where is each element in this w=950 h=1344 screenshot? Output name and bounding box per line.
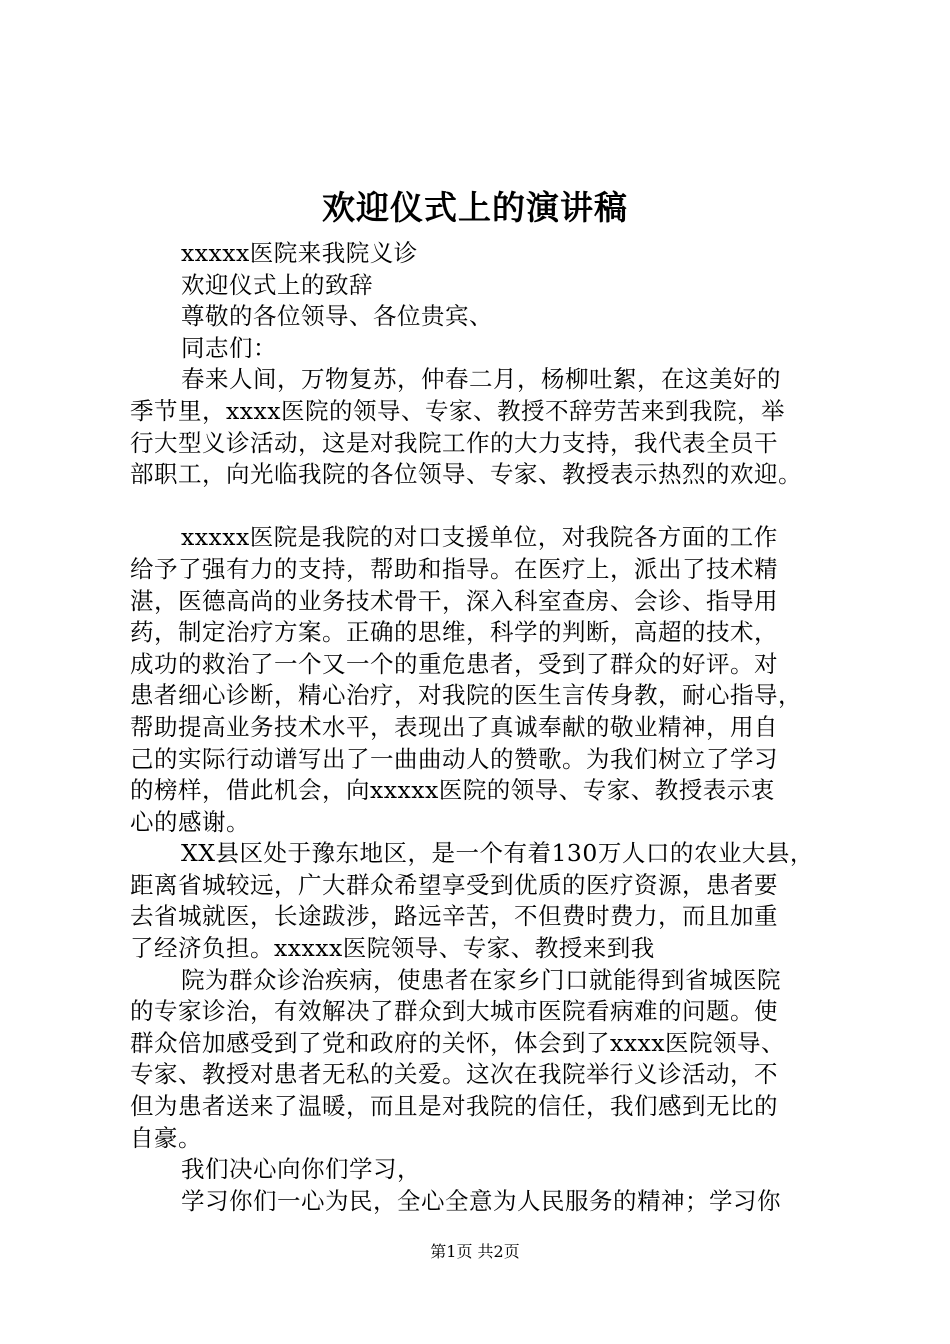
page-footer: 第1页 共2页 xyxy=(430,1242,520,1261)
body-line: 专家、教授对患者无私的关爱。这次在我院举行义诊活动，不 xyxy=(130,1060,778,1089)
body-line: 去省城就医，长途跋涉，路远辛苦，不但费时费力，而且加重 xyxy=(130,902,778,931)
document-body xyxy=(130,238,840,1217)
body-line: 的专家诊治，有效解决了群众到大城市医院看病难的问题。使 xyxy=(130,997,778,1026)
document-title: 欢迎仪式上的演讲稿 xyxy=(322,188,628,227)
body-line: 季节里，xxxx医院的领导、专家、教授不辞劳苦来到我院，举 xyxy=(130,396,786,425)
body-line: 帮助提高业务技术水平，表现出了真诚奉献的敬业精神，用自 xyxy=(130,712,778,741)
body-line: 湛，医德高尚的业务技术骨干，深入科室查房、会诊、指导用 xyxy=(130,586,778,615)
body-line: 但为患者送来了温暖，而且是对我院的信任，我们感到无比的 xyxy=(130,1092,778,1121)
body-line: 春来人间，万物复苏，仲春二月，杨柳吐絮，在这美好的 xyxy=(181,365,781,394)
body-line: 行大型义诊活动，这是对我院工作的大力支持，我代表全员干 xyxy=(130,428,778,457)
body-line: 给予了强有力的支持，帮助和指导。在医疗上，派出了技术精 xyxy=(130,554,778,583)
paragraph-spacer xyxy=(130,491,840,523)
body-line: 自豪。 xyxy=(130,1123,202,1152)
body-line: 心的感谢。 xyxy=(130,807,250,836)
body-line: 了经济负担。xxxxx医院领导、专家、教授来到我 xyxy=(130,934,655,963)
body-line: XX县区处于豫东地区，是一个有着130万人口的农业大县， xyxy=(181,839,814,868)
body-line: 的榜样，借此机会，向xxxxx医院的领导、专家、教授表示衷 xyxy=(130,776,775,805)
body-line: xxxxx医院来我院义诊 xyxy=(181,239,418,267)
body-line: 群众倍加感受到了党和政府的关怀，体会到了xxxx医院领导、 xyxy=(130,1028,786,1057)
body-line: 己的实际行动谱写出了一曲曲动人的赞歌。为我们树立了学习 xyxy=(130,744,778,773)
body-line: 成功的救治了一个又一个的重危患者，受到了群众的好评。对 xyxy=(130,649,778,678)
body-line: 同志们： xyxy=(181,333,277,362)
body-line: 我们决心向你们学习， xyxy=(181,1155,421,1184)
body-line: 患者细心诊断，精心治疗，对我院的医生言传身教，耐心指导， xyxy=(130,681,802,710)
body-line: xxxxx医院是我院的对口支援单位，对我院各方面的工作 xyxy=(181,523,778,552)
body-line: 药，制定治疗方案。正确的思维，科学的判断，高超的技术， xyxy=(130,618,778,647)
body-line: 欢迎仪式上的致辞 xyxy=(181,270,373,299)
body-line: 尊敬的各位领导、各位贵宾、 xyxy=(181,302,493,331)
body-line: 距离省城较远，广大群众希望享受到优质的医疗资源，患者要 xyxy=(130,870,778,899)
body-line: 部职工，向光临我院的各位领导、专家、教授表示热烈的欢迎。 xyxy=(130,460,802,489)
body-line: 院为群众诊治疾病，使患者在家乡门口就能得到省城医院 xyxy=(181,965,781,994)
body-line: 学习你们一心为民，全心全意为人民服务的精神；学习你 xyxy=(181,1186,781,1215)
